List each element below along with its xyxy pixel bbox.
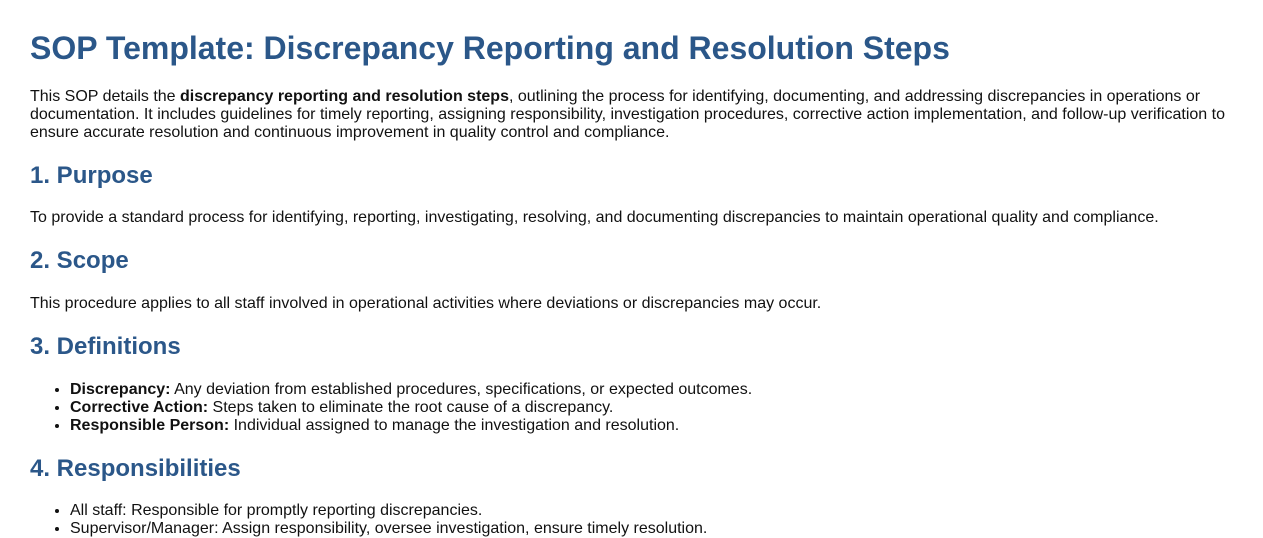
intro-paragraph [30,88,1233,142]
section-scope [30,247,1233,313]
text: Supervisor/Manager: Assign responsibility, oversee investigation, ensure timely resolution. [70,520,708,538]
list-item [70,381,1233,399]
text: This SOP details the [30,87,180,105]
definitions-list [30,381,1233,435]
section-paragraph-scope: This procedure applies to all staff involved in operational activities where deviations or discrepancies may occur. [30,294,822,312]
bold-text: Responsible Person: [70,416,230,434]
section-paragraph-purpose: To provide a standard process for identifying, reporting, investigating, resolving, and documenting discrepancies to maintain operational quality and compliance. [30,209,1159,227]
list-item [70,417,1233,435]
text: All staff: Responsible for promptly reporting discrepancies. [70,502,483,520]
section-heading-scope: 2. Scope [30,247,129,275]
section-purpose [30,162,1233,228]
bold-text: Discrepancy: [70,380,171,398]
bold-text: Corrective Action: [70,398,209,416]
section-heading-definitions: 3. Definitions [30,332,181,360]
page-title: SOP Template: Discrepancy Reporting and Resolution Steps [30,30,950,66]
list-item [70,520,1233,538]
text: Steps taken to eliminate the root cause of a discrepancy. [208,398,614,416]
responsibilities-list [30,502,1233,538]
list-item [70,399,1233,417]
list-item [70,502,1233,520]
bold-text: discrepancy reporting and resolution steps [180,87,509,105]
section-heading-responsibilities: 4. Responsibilities [30,454,241,482]
text: Individual assigned to manage the investigation and resolution. [229,416,680,434]
section-heading-purpose: 1. Purpose [30,161,153,189]
text: , outlining the process for identifying, documenting, and addressing discrepancies in operations or documentation. It includes guidelines for timely reporting, assigning responsibility, investigation procedures, corrective action implementation, and follow-up verification to ensure accurate resolution and continuous improvement in quality control and compliance. [30,87,1225,141]
section-definitions [30,333,1233,435]
section-responsibilities [30,455,1233,538]
text: Any deviation from established procedures, specifications, or expected outcomes. [170,380,753,398]
